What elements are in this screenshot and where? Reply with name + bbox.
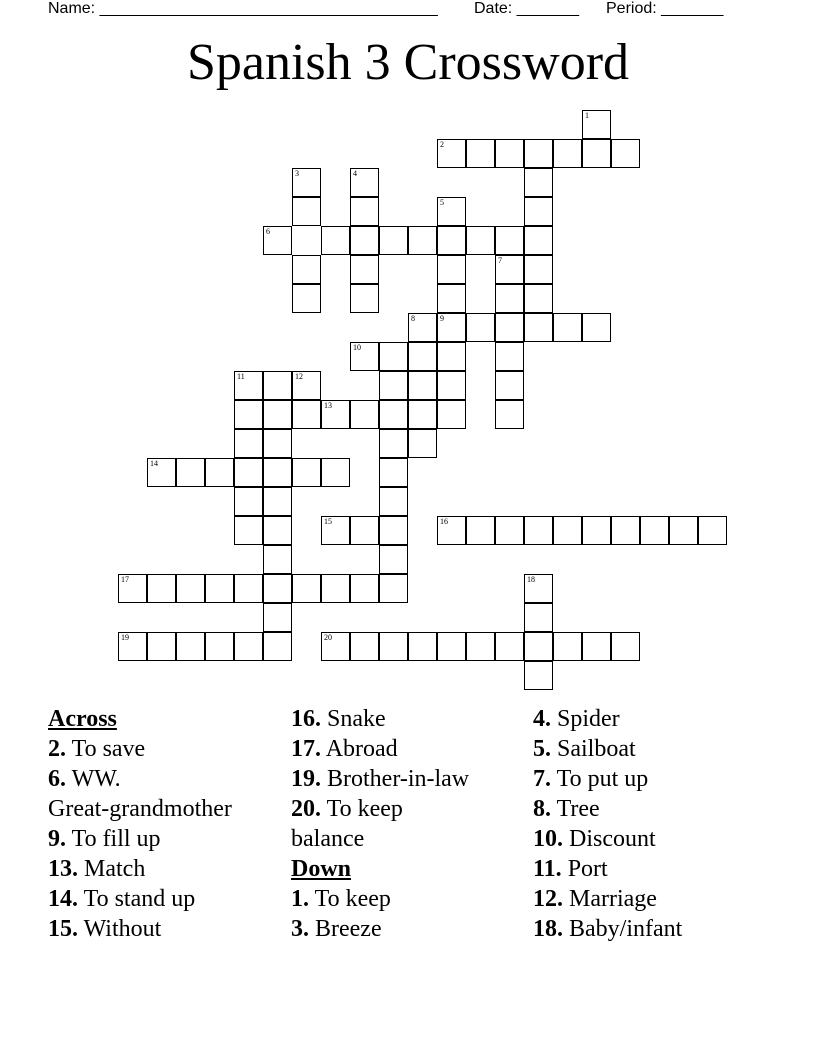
clue-item [48, 824, 288, 854]
grid-cell[interactable] [379, 371, 408, 400]
grid-cell[interactable] [263, 400, 292, 429]
period-field-label[interactable]: Period: _______ [606, 0, 724, 17]
grid-cell[interactable] [495, 371, 524, 400]
clue-column-3 [533, 704, 773, 944]
grid-cell[interactable] [379, 458, 408, 487]
grid-cell[interactable] [205, 574, 234, 603]
grid-cell[interactable] [524, 661, 553, 690]
clue-item-number: 8. [533, 796, 551, 822]
grid-cell[interactable] [350, 516, 379, 545]
clue-item-text: Spider [557, 706, 620, 732]
clue-number: 14 [150, 459, 158, 468]
grid-cell[interactable] [292, 197, 321, 226]
grid-cell[interactable] [408, 632, 437, 661]
grid-cell[interactable] [350, 168, 379, 197]
grid-cell[interactable] [437, 255, 466, 284]
grid-cell[interactable] [437, 400, 466, 429]
clue-item-number: 13. [48, 856, 78, 882]
grid-cell[interactable] [611, 139, 640, 168]
grid-cell[interactable] [495, 284, 524, 313]
grid-cell[interactable] [379, 400, 408, 429]
clue-item [533, 854, 773, 884]
clue-item-number: 9. [48, 826, 66, 852]
clue-item-number: 10. [533, 826, 563, 852]
grid-cell[interactable] [263, 516, 292, 545]
grid-cell[interactable] [234, 458, 263, 487]
grid-cell[interactable] [611, 632, 640, 661]
clue-item-text: Without [83, 916, 162, 942]
clue-item [48, 794, 288, 824]
clue-item-text: Discount [569, 826, 656, 852]
clue-number: 8 [411, 314, 415, 323]
grid-cell[interactable] [263, 458, 292, 487]
grid-cell[interactable] [234, 516, 263, 545]
clue-item-text: To save [71, 736, 146, 762]
grid-cell[interactable] [379, 632, 408, 661]
grid-cell[interactable] [321, 458, 350, 487]
grid-cell[interactable] [350, 632, 379, 661]
grid-cell[interactable] [640, 516, 669, 545]
across-heading: Across [48, 706, 117, 732]
grid-cell[interactable] [205, 632, 234, 661]
clue-item-number: 19. [291, 766, 321, 792]
grid-cell[interactable] [263, 574, 292, 603]
grid-cell[interactable] [524, 139, 553, 168]
grid-cell[interactable] [176, 574, 205, 603]
grid-cell[interactable] [321, 400, 350, 429]
grid-cell[interactable] [350, 400, 379, 429]
grid-cell[interactable] [408, 342, 437, 371]
clue-item [533, 884, 773, 914]
clue-item [48, 884, 288, 914]
clue-item [291, 704, 531, 734]
clue-column-2 [291, 704, 531, 944]
clue-item-number: 1. [291, 886, 309, 912]
clue-item [291, 824, 531, 854]
page-title: Spanish 3 Crossword [186, 34, 630, 91]
clue-item-text: To fill up [71, 826, 161, 852]
grid-cell[interactable] [263, 632, 292, 661]
grid-cell[interactable] [408, 313, 437, 342]
grid-cell[interactable] [263, 429, 292, 458]
clue-item-text: Port [567, 856, 608, 882]
clue-column-1 [48, 704, 288, 944]
grid-cell[interactable] [379, 342, 408, 371]
clue-item-number: 17. [291, 736, 321, 762]
clue-item [291, 794, 531, 824]
clue-number: 9 [440, 314, 444, 323]
grid-cell[interactable] [553, 313, 582, 342]
grid-cell[interactable] [495, 400, 524, 429]
grid-cell[interactable] [524, 197, 553, 226]
grid-cell[interactable] [292, 371, 321, 400]
grid-cell[interactable] [495, 342, 524, 371]
grid-cell[interactable] [437, 197, 466, 226]
grid-cell[interactable] [437, 284, 466, 313]
grid-cell[interactable] [437, 342, 466, 371]
grid-cell[interactable] [118, 574, 147, 603]
clue-number: 10 [353, 343, 361, 352]
clue-item [48, 914, 288, 944]
grid-cell[interactable] [263, 603, 292, 632]
grid-cell[interactable] [321, 632, 350, 661]
grid-cell[interactable] [553, 139, 582, 168]
grid-cell[interactable] [234, 487, 263, 516]
grid-cell[interactable] [292, 574, 321, 603]
grid-cell[interactable] [379, 429, 408, 458]
clue-item-text: Great-grandmother [48, 796, 232, 822]
grid-cell[interactable] [379, 226, 408, 255]
grid-cell[interactable] [524, 284, 553, 313]
clue-item-text: WW. [71, 766, 121, 792]
grid-cell[interactable] [524, 603, 553, 632]
clue-item [48, 734, 288, 764]
grid-cell[interactable] [524, 226, 553, 255]
clue-item-number: 16. [291, 706, 321, 732]
clue-number: 6 [266, 227, 270, 236]
clue-number: 12 [295, 372, 303, 381]
grid-cell[interactable] [437, 226, 466, 255]
clue-number: 16 [440, 517, 448, 526]
grid-cell[interactable] [234, 429, 263, 458]
grid-cell[interactable] [495, 255, 524, 284]
clue-item [533, 914, 773, 944]
clue-item-text: To keep [314, 886, 391, 912]
clue-item-text: Match [84, 856, 146, 882]
grid-cell[interactable] [611, 516, 640, 545]
clue-item-text: To stand up [83, 886, 196, 912]
grid-cell[interactable] [553, 516, 582, 545]
clue-item [291, 764, 531, 794]
grid-cell[interactable] [524, 574, 553, 603]
grid-cell[interactable] [466, 516, 495, 545]
grid-cell[interactable] [147, 632, 176, 661]
clue-number: 17 [121, 575, 129, 584]
grid-cell[interactable] [147, 458, 176, 487]
grid-cell[interactable] [234, 371, 263, 400]
grid-cell[interactable] [176, 458, 205, 487]
grid-cell[interactable] [582, 110, 611, 139]
grid-cell[interactable] [292, 400, 321, 429]
grid-cell[interactable] [582, 632, 611, 661]
clue-number: 15 [324, 517, 332, 526]
name-field-label[interactable]: Name: ______________________________________ [48, 0, 438, 17]
clue-item [291, 914, 531, 944]
grid-cell[interactable] [582, 313, 611, 342]
grid-cell[interactable] [582, 516, 611, 545]
clue-item-number: 6. [48, 766, 66, 792]
grid-cell[interactable] [147, 574, 176, 603]
clue-item [533, 764, 773, 794]
down-heading: Down [291, 856, 352, 882]
clue-item-number: 2. [48, 736, 66, 762]
clue-item-text: Brother-in-law [327, 766, 470, 792]
grid-cell[interactable] [118, 632, 147, 661]
grid-cell[interactable] [408, 400, 437, 429]
grid-cell[interactable] [350, 255, 379, 284]
grid-cell[interactable] [350, 574, 379, 603]
clue-item [48, 764, 288, 794]
clue-item-text: Breeze [315, 916, 382, 942]
grid-cell[interactable] [437, 139, 466, 168]
grid-cell[interactable] [263, 226, 292, 255]
clue-item-number: 14. [48, 886, 78, 912]
grid-cell[interactable] [437, 371, 466, 400]
grid-cell[interactable] [495, 313, 524, 342]
clue-item [291, 884, 531, 914]
clue-item [291, 734, 531, 764]
grid-cell[interactable] [321, 516, 350, 545]
clue-item-number: 18. [533, 916, 563, 942]
grid-cell[interactable] [553, 632, 582, 661]
grid-cell[interactable] [495, 632, 524, 661]
clue-item [48, 854, 288, 884]
grid-cell[interactable] [379, 545, 408, 574]
clue-number: 3 [295, 169, 299, 178]
grid-cell[interactable] [234, 632, 263, 661]
grid-cell[interactable] [466, 313, 495, 342]
clue-item-number: 15. [48, 916, 78, 942]
grid-cell[interactable] [466, 632, 495, 661]
grid-cell[interactable] [408, 371, 437, 400]
grid-cell[interactable] [495, 139, 524, 168]
clue-item-text: To put up [556, 766, 649, 792]
grid-cell[interactable] [350, 284, 379, 313]
grid-cell[interactable] [379, 487, 408, 516]
grid-cell[interactable] [524, 632, 553, 661]
clue-item-number: 7. [533, 766, 551, 792]
clue-item [533, 734, 773, 764]
grid-cell[interactable] [234, 400, 263, 429]
grid-cell[interactable] [524, 168, 553, 197]
grid-cell[interactable] [292, 284, 321, 313]
grid-cell[interactable] [263, 545, 292, 574]
grid-cell[interactable] [350, 197, 379, 226]
clue-number: 5 [440, 198, 444, 207]
clue-item-text: Abroad [325, 736, 398, 762]
grid-cell[interactable] [408, 429, 437, 458]
grid-cell[interactable] [437, 632, 466, 661]
grid-cell[interactable] [524, 516, 553, 545]
clue-item-number: 3. [291, 916, 309, 942]
clue-item-text: Sailboat [557, 736, 636, 762]
clue-number: 19 [121, 633, 129, 642]
grid-cell[interactable] [437, 516, 466, 545]
grid-cell[interactable] [321, 574, 350, 603]
clue-item-text: Tree [556, 796, 600, 822]
clue-item-text: Marriage [569, 886, 657, 912]
grid-cell[interactable] [698, 516, 727, 545]
grid-cell[interactable] [350, 226, 379, 255]
grid-cell[interactable] [524, 313, 553, 342]
grid-cell[interactable] [292, 458, 321, 487]
clue-item-text: Snake [327, 706, 386, 732]
grid-cell[interactable] [495, 516, 524, 545]
clue-number: 1 [585, 111, 589, 120]
grid-cell[interactable] [582, 139, 611, 168]
grid-cell[interactable] [176, 632, 205, 661]
grid-cell[interactable] [524, 255, 553, 284]
grid-cell[interactable] [379, 516, 408, 545]
grid-cell[interactable] [350, 342, 379, 371]
grid-cell[interactable] [495, 226, 524, 255]
grid-cell[interactable] [466, 139, 495, 168]
clue-number: 18 [527, 575, 535, 584]
clue-item-text: balance [291, 826, 365, 852]
clue-number: 4 [353, 169, 357, 178]
clue-item [533, 704, 773, 734]
grid-cell[interactable] [379, 574, 408, 603]
grid-cell[interactable] [234, 574, 263, 603]
clue-item [533, 794, 773, 824]
grid-cell[interactable] [263, 487, 292, 516]
clue-item-text: Baby/infant [569, 916, 683, 942]
grid-cell[interactable] [669, 516, 698, 545]
clue-number: 13 [324, 401, 332, 410]
clue-number: 20 [324, 633, 332, 642]
clue-number: 2 [440, 140, 444, 149]
date-field-label[interactable]: Date: _______ [474, 0, 579, 17]
grid-cell[interactable] [292, 255, 321, 284]
clue-number: 11 [237, 372, 245, 381]
clue-item-number: 12. [533, 886, 563, 912]
grid-cell[interactable] [321, 226, 350, 255]
clue-item-number: 5. [533, 736, 551, 762]
clue-item-number: 11. [533, 856, 562, 882]
clue-item-text: To keep [326, 796, 403, 822]
grid-cell[interactable] [437, 313, 466, 342]
grid-cell[interactable] [205, 458, 234, 487]
clue-item [533, 824, 773, 854]
grid-cell[interactable] [466, 226, 495, 255]
grid-cell[interactable] [408, 226, 437, 255]
clue-item-number: 20. [291, 796, 321, 822]
clue-number: 7 [498, 256, 502, 265]
grid-cell[interactable] [292, 168, 321, 197]
clue-item-number: 4. [533, 706, 551, 732]
grid-cell[interactable] [263, 371, 292, 400]
